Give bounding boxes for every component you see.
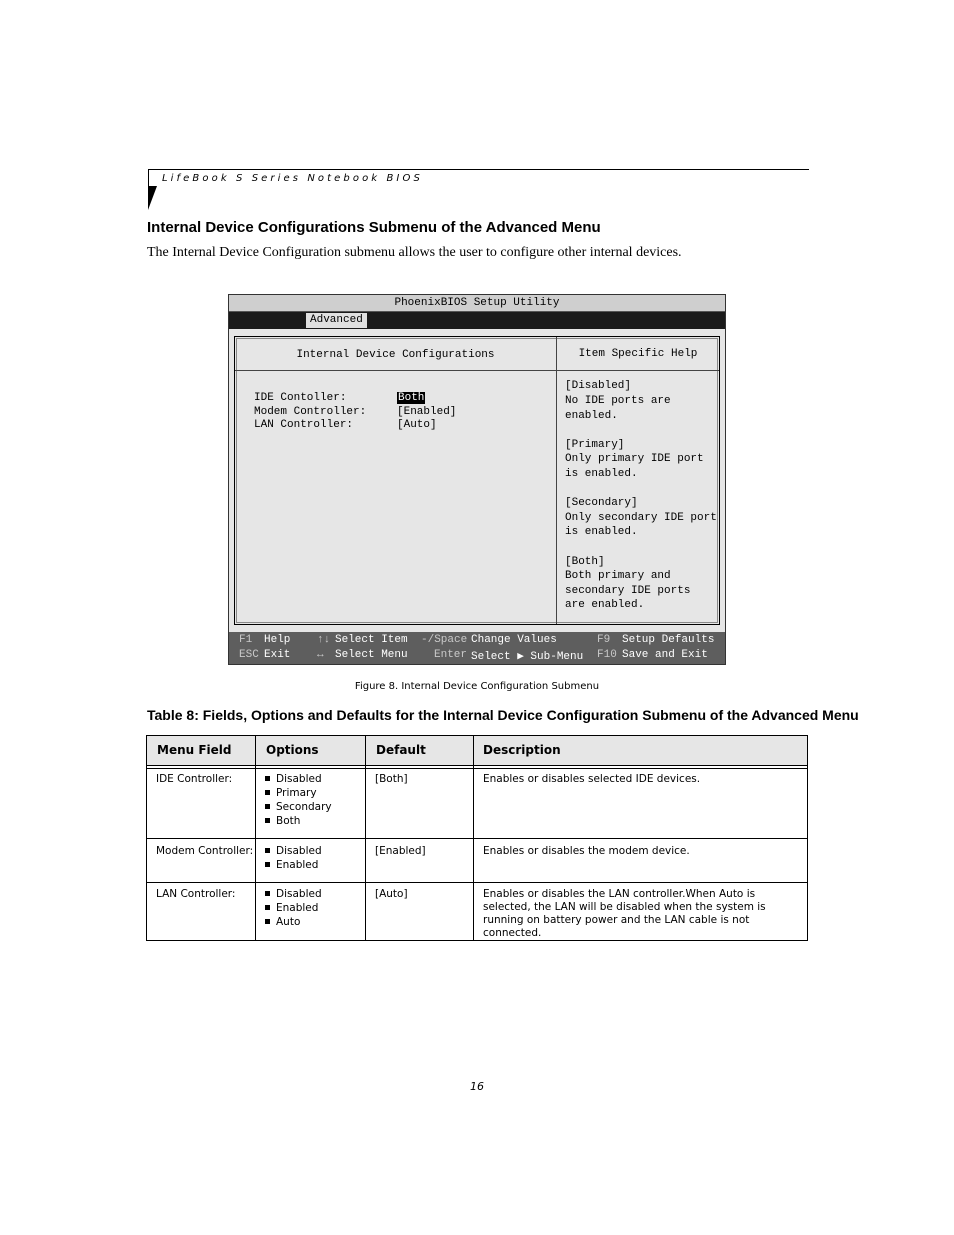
- intro-paragraph: The Internal Device Configuration submenu allows the user to configure other internal devices.: [147, 245, 682, 260]
- help-line: are enabled.: [565, 599, 645, 611]
- row-default-modem: [Enabled]: [375, 845, 426, 857]
- key-esc-desc: Exit: [264, 649, 291, 661]
- setting-value-lan[interactable]: [Auto]: [397, 419, 437, 431]
- header-wedge-icon: [148, 186, 157, 210]
- panel-divider: [556, 337, 557, 624]
- key-leftright: ↔: [317, 649, 324, 661]
- help-line: is enabled.: [565, 526, 638, 538]
- row-divider: [147, 882, 807, 883]
- bios-footer: [229, 632, 725, 664]
- table-header-row: [147, 736, 807, 766]
- help-line: [Secondary]: [565, 497, 638, 509]
- key-enter: Enter: [434, 649, 468, 661]
- key-f9: F9: [597, 634, 611, 646]
- tab-advanced[interactable]: Advanced: [306, 313, 367, 328]
- header-menu-field: Menu Field: [157, 743, 232, 757]
- header-rule: [148, 169, 809, 170]
- table-title: Table 8: Fields, Options and Defaults for the Internal Device Configuration Submenu of the Advanced Menu: [147, 707, 859, 723]
- help-line: [Primary]: [565, 439, 625, 451]
- key-f9-desc: Setup Defaults: [622, 634, 715, 646]
- key-space-desc: Change Values: [471, 634, 557, 646]
- help-line: [Both]: [565, 556, 605, 568]
- setting-value-modem[interactable]: [Enabled]: [397, 406, 457, 418]
- help-line: [Disabled]: [565, 380, 632, 392]
- option-item: Auto: [276, 916, 301, 928]
- key-esc: ESC: [239, 649, 259, 661]
- key-updown-desc: Select Item: [335, 634, 408, 646]
- section-title: Internal Device Configurations Submenu of the Advanced Menu: [147, 219, 601, 236]
- setting-label-lan: LAN Controller:: [254, 419, 354, 431]
- key-f10: F10: [597, 649, 617, 661]
- key-f10-desc: Save and Exit: [622, 649, 708, 661]
- row-description-ide: Enables or disables selected IDE devices.: [483, 773, 701, 785]
- option-item: Enabled: [276, 902, 319, 914]
- row-default-lan: [Auto]: [375, 888, 408, 900]
- help-line: No IDE ports are: [565, 395, 671, 407]
- header-description: Description: [483, 743, 561, 757]
- option-item: Both: [276, 815, 301, 827]
- row-field-lan: LAN Controller:: [156, 888, 236, 900]
- help-line: is enabled.: [565, 468, 638, 480]
- option-item: Disabled: [276, 845, 322, 857]
- figure-caption: Figure 8. Internal Device Configuration Submenu: [354, 681, 600, 692]
- option-item: Enabled: [276, 859, 319, 871]
- setting-label-modem: Modem Controller:: [254, 406, 367, 418]
- row-divider: [147, 838, 807, 839]
- help-title: Item Specific Help: [578, 348, 698, 360]
- help-line: Both primary and: [565, 570, 671, 582]
- row-field-modem: Modem Controller:: [156, 845, 254, 857]
- option-item: Primary: [276, 787, 317, 799]
- bios-title: PhoenixBIOS Setup Utility: [229, 295, 725, 312]
- page-number: 16: [470, 1080, 484, 1093]
- header-vertical-rule: [148, 169, 149, 187]
- header-options: Options: [266, 743, 319, 757]
- setting-value-ide[interactable]: Both: [398, 392, 425, 404]
- panel-title: Internal Device Configurations: [296, 349, 495, 361]
- key-f1-desc: Help: [264, 634, 291, 646]
- key-f1: F1: [239, 634, 253, 646]
- header-default: Default: [376, 743, 426, 757]
- option-item: Disabled: [276, 773, 322, 785]
- row-default-ide: [Both]: [375, 773, 408, 785]
- help-line: Only secondary IDE port: [565, 512, 717, 524]
- key-space: -/Space: [421, 634, 468, 646]
- help-line: secondary IDE ports: [565, 585, 691, 597]
- bios-screen: [228, 294, 726, 665]
- fields-table: [146, 735, 808, 941]
- row-field-ide: IDE Controller:: [156, 773, 233, 785]
- option-item: Disabled: [276, 888, 322, 900]
- bios-menubar: [229, 312, 725, 329]
- key-updown: ↑↓: [317, 634, 331, 646]
- row-description-modem: Enables or disables the modem device.: [483, 845, 690, 857]
- key-leftright-desc: Select Menu: [335, 649, 408, 661]
- help-line: enabled.: [565, 410, 618, 422]
- running-header: LifeBook S Series Notebook BIOS: [162, 173, 423, 184]
- help-line: Only primary IDE port: [565, 453, 704, 465]
- panel-header-divider: [235, 370, 719, 371]
- option-item: Secondary: [276, 801, 332, 813]
- row-description-lan: Enables or disables the LAN controller.When Auto is selected, the LAN will be disabled when the system is running on battery power and the LAN cable is not connected.: [483, 888, 766, 939]
- setting-label-ide: IDE Contoller:: [254, 392, 347, 404]
- key-enter-desc: Select ▶ Sub-Menu: [471, 651, 584, 663]
- header-double-rule: [147, 768, 807, 769]
